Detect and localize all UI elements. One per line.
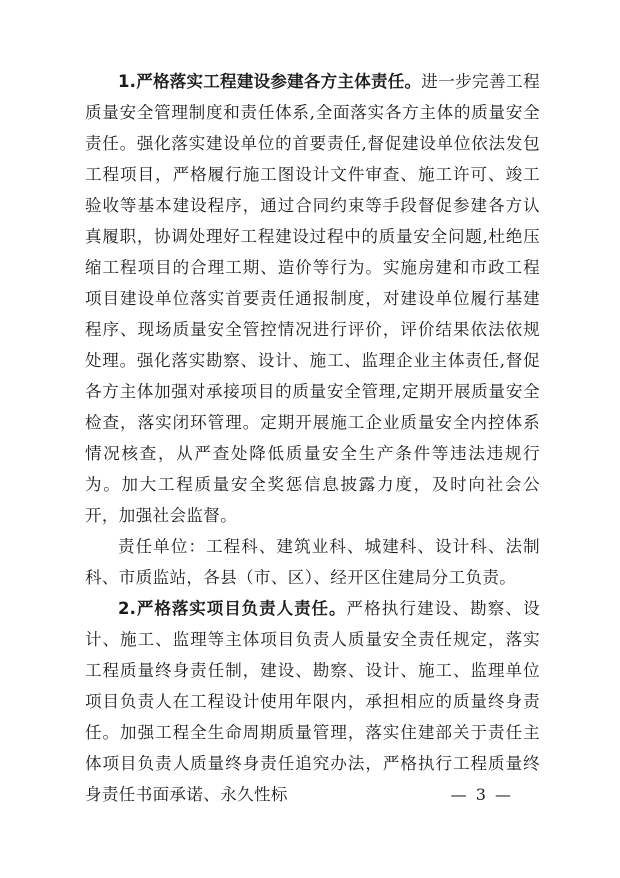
paragraph-section-2	[85, 593, 540, 810]
document-body	[85, 66, 540, 810]
responsible-units-text: 责任单位：工程科、建筑业科、城建科、设计科、法制科、市质监站，各县（市、区）、经开区住建局分工负责。	[85, 537, 540, 587]
section-1-text: 进一步完善工程质量安全管理制度和责任体系,全面落实各方主体的质量安全责任。强化落实建设单位的首要责任,督促建设单位依法发包工程项目，严格履行施工图设计文件审查、施工许可、竣工验收等基本建设程序，通过合同约束等手段督促参建各方认真履职，协调处理好工程建设过程中的质量安全问题,杜绝压缩工程项目的合理工期、造价等行为。实施房建和市政工程项目建设单位落实首要责任通报制度，对建设单位履行基建程序、现场质量安全管控情况进行评价，评价结果依法依规处理。强化落实勘察、设计、施工、监理企业主体责任,督促各方主体加强对承接项目的质量安全管理,定期开展质量安全检查，落实闭环管理。定期开展施工企业质量安全内控体系情况核查，从严查处降低质量安全生产条件等违法违规行为。加大工程质量安全奖惩信息披露力度，及时向社会公开，加强社会监督。	[85, 72, 540, 525]
section-1-heading: 1.严格落实工程建设参建各方主体责任。	[118, 72, 422, 91]
section-2-heading: 2.严格落实项目负责人责任。	[118, 599, 347, 618]
paragraph-responsible-units	[85, 531, 540, 593]
page-number: — 3 —	[450, 785, 513, 804]
page-footer	[451, 785, 513, 804]
section-2-text: 严格执行建设、勘察、设计、施工、监理等主体项目负责人质量安全责任规定，落实工程质量终身责任制，建设、勘察、设计、施工、监理单位项目负责人在工程设计使用年限内，承担相应的质量终身责任。加强工程全生命周期质量管理，落实住建部关于责任主体项目负责人质量终身责任追究办法，严格执行工程质量终身责任书面承诺、永久性标	[85, 599, 540, 804]
paragraph-section-1	[85, 66, 540, 531]
